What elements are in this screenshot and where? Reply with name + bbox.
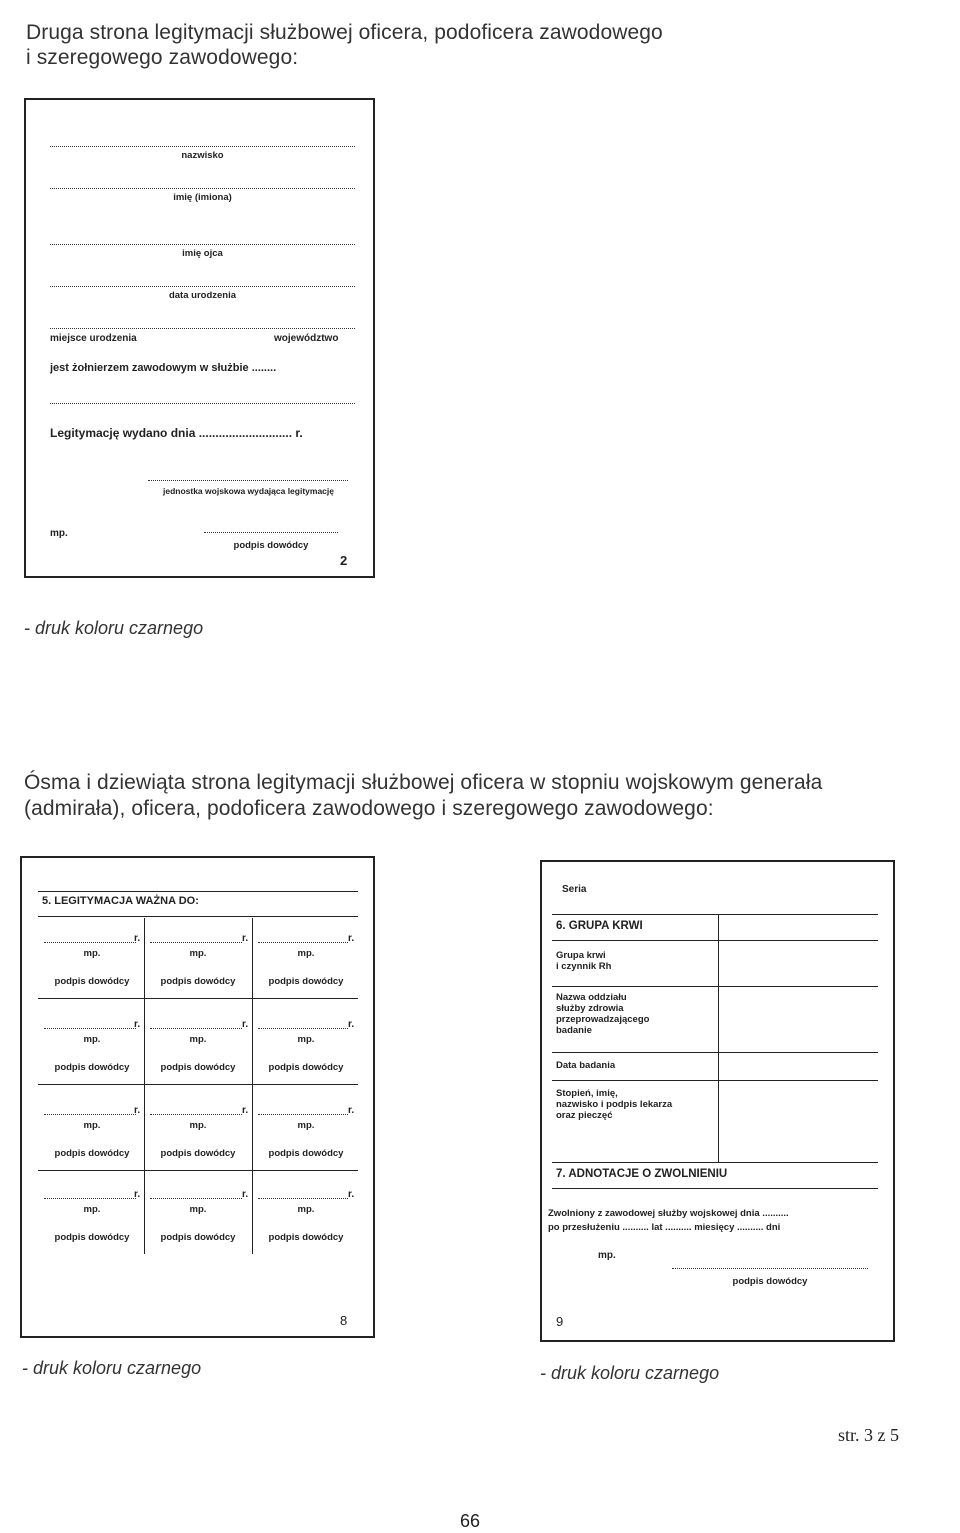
page89-heading-line2: (admirała), oficera, podoficera zawodowego i szeregowego zawodowego: bbox=[24, 797, 714, 820]
jednostka-caption: jednostka wojskowa wydająca legitymację bbox=[162, 486, 335, 496]
grupa-krwi-title: 6. GRUPA KRWI bbox=[556, 920, 643, 932]
data-badania-label: Data badania bbox=[556, 1060, 616, 1071]
page8-card: 5. LEGITYMACJA WAŻNA DO: r. r. r. mp. mp. mp. podpis dowódcy podpis dowódcy podpis dowódcy r. r. r. mp. mp. mp. podpis dowódcy podpis dowódcy podpis dowódcy r. r. r. mp. mp. mp. podpis dowódcy podpis dowódcy podpis dowódcy r. r. r. mp. mp. mp. podpis dowódcy podpis dowódcy podpis dowódcy 8 bbox=[20, 856, 375, 1338]
podpis-dowodcy: podpis dowódcy bbox=[54, 976, 130, 987]
page89-heading-line1: Ósma i dziewiąta strona legitymacji służbowej oficera w stopniu wojskowym generała bbox=[24, 771, 823, 794]
page-number: 66 bbox=[460, 1511, 481, 1531]
page2-heading-line2: i szeregowego zawodowego: bbox=[26, 46, 299, 69]
page8-number: 8 bbox=[340, 1313, 348, 1328]
seria-label: Seria bbox=[562, 884, 587, 895]
page9-card bbox=[540, 860, 895, 1342]
podpis-dowodcy-caption: podpis dowódcy bbox=[233, 540, 309, 551]
data-urodzenia-caption: data urodzenia bbox=[168, 290, 237, 301]
jest-zolnierzem-text: jest żołnierzem zawodowym w służbie ........ bbox=[50, 362, 277, 374]
page8-section-title: 5. LEGITYMACJA WAŻNA DO: bbox=[42, 895, 199, 907]
miejsce-urodzenia-caption: miejsce urodzenia bbox=[50, 333, 137, 344]
page9-podpis-caption: podpis dowódcy bbox=[732, 1276, 808, 1287]
nazwa-oddzialu-label: Nazwa oddziału służby zdrowia przeprowadzającego badanie bbox=[556, 992, 650, 1036]
adnotacje-title: 7. ADNOTACJE O ZWOLNIENIU bbox=[556, 1168, 728, 1180]
imie-ojca-caption: imię ojca bbox=[182, 248, 223, 259]
nazwisko-caption: nazwisko bbox=[181, 150, 224, 161]
legitymacje-wydano-text: Legitymację wydano dnia ............................ r. bbox=[50, 426, 303, 440]
page9-note: - druk koloru czarnego bbox=[540, 1363, 720, 1383]
wojewodztwo-caption: województwo bbox=[274, 333, 339, 344]
zwolniony-text: Zwolniony z zawodowej służby wojskowej dnia .......... bbox=[548, 1208, 789, 1219]
page8-note: - druk koloru czarnego bbox=[22, 1358, 202, 1378]
page2-card bbox=[24, 98, 375, 578]
mp-label: mp. bbox=[50, 528, 68, 539]
przesluzeniu-text: po przesłużeniu .......... lat .......... miesięcy .......... dni bbox=[548, 1222, 781, 1233]
page2-heading-line1: Druga strona legitymacji służbowej oficera, podoficera zawodowego bbox=[26, 21, 663, 44]
page2-note: - druk koloru czarnego bbox=[24, 618, 204, 638]
page2-number: 2 bbox=[340, 553, 348, 568]
str-page-indicator: str. 3 z 5 bbox=[838, 1425, 899, 1445]
page9-mp-label: mp. bbox=[598, 1250, 616, 1261]
imie-caption: imię (imiona) bbox=[173, 192, 232, 203]
grupa-krwi-label: Grupa krwi i czynnik Rh bbox=[556, 950, 612, 972]
stopien-imie-label: Stopień, imię, nazwisko i podpis lekarza oraz pieczęć bbox=[556, 1088, 673, 1121]
page9-number: 9 bbox=[556, 1314, 564, 1329]
